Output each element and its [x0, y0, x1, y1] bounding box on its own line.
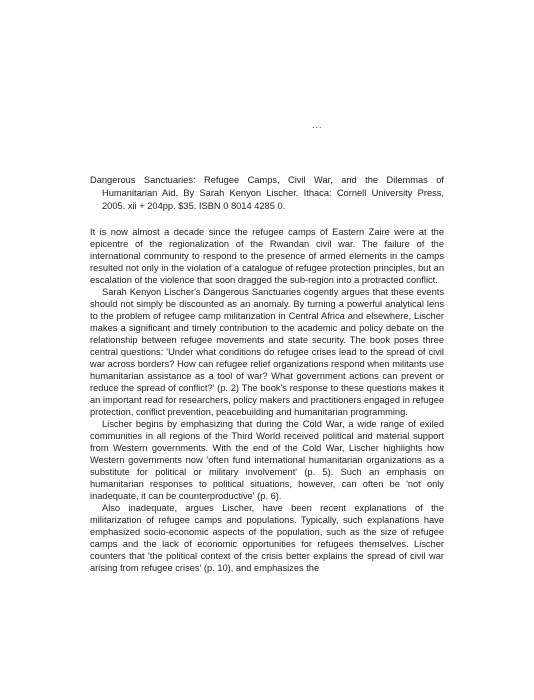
paragraph: It is now almost a decade since the refugee camps of Eastern Zaire were at the epicentre of the regionalization of the Rwandan civil war. The failure of the international community to respond to the presence of armed elements in the camps resulted not only in the violation of a catalogue of refugee protection principles, but an escalation of the violence that soon dragged the sub-region into a protracted conflict.	[90, 227, 444, 285]
citation-text: Dangerous Sanctuaries: Refugee Camps, Civil War, and the Dilemmas of Humanitarian Aid. By Sarah Kenyon Lischer. Ithaca: Cornell University Press, 2005. xii + 204pp. $35. ISBN 0 8014 4285 0.	[90, 175, 444, 211]
paragraph: Also inadequate, argues Lischer, have been recent explanations of the militarization of refugee camps and populations. Typically, such explanations have emphasized socio-economic aspects of the population, such as the size of refugee camps and the lack of economic opportunities for refugees themselves. Lischer counters that 'the political context of the crisis better explains the spread of civil war arising from refugee crises' (p. 10), and emphasizes the	[90, 503, 444, 573]
paragraph: Sarah Kenyon Lischer's Dangerous Sanctuaries cogently argues that these events should not simply be discounted as an anomaly. By turning a powerful analytical lens to the problem of refugee camp militarization in Central Africa and elsewhere, Lischer makes a significant and timely contribution to the academic and policy debate on the relationship between refugee movements and state security. The book poses three central questions: 'Under what conditions do refugee crises lead to the spread of civil war across borders? How can refugee relief organizations respond when militants use humanitarian assistance as a tool of war? What government actions can prevent or reduce the spread of conflict?' (p. 2) The book's response to these questions makes it an important read for researchers, policy makers and practitioners engaged in refugee protection, conflict prevention, peacebuilding and humanitarian programming.	[90, 287, 444, 417]
book-citation	[90, 174, 444, 213]
review-body	[90, 226, 444, 574]
page-mark: ...	[312, 120, 323, 130]
paragraph: Lischer begins by emphasizing that during the Cold War, a wide range of exiled communities in all regions of the Third World received political and material support from Western governments. With the end of the Cold War, Lischer highlights how Western governments now 'often fund international humanitarian organizations as a substitute for political or military involvement' (p. 5). Such an emphasis on humanitarian responses to political situations, however, can often be 'not only inadequate, it can be counterproductive' (p. 6).	[90, 419, 444, 501]
